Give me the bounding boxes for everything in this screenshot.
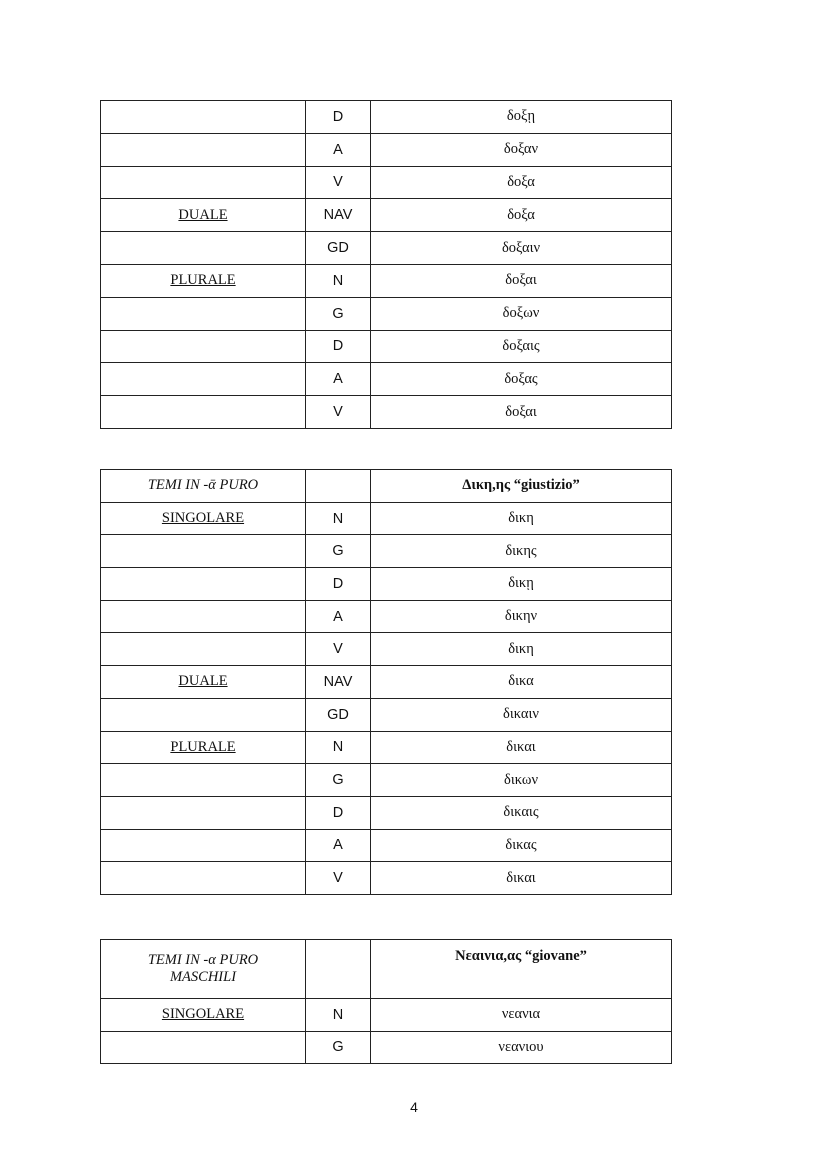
number-label bbox=[101, 330, 306, 363]
page-number: 4 bbox=[410, 1099, 418, 1115]
number-label bbox=[101, 133, 306, 166]
number-label bbox=[101, 297, 306, 330]
table-row bbox=[101, 796, 672, 829]
greek-form: δικα bbox=[371, 666, 672, 699]
greek-form: δικῃ bbox=[371, 568, 672, 601]
case-label: NAV bbox=[306, 666, 371, 699]
table-header-row bbox=[101, 470, 672, 503]
case-label: A bbox=[306, 600, 371, 633]
number-label: PLURALE bbox=[101, 731, 306, 764]
case-label: G bbox=[306, 297, 371, 330]
table-row bbox=[101, 731, 672, 764]
greek-form: δικαι bbox=[371, 862, 672, 895]
greek-form: δικην bbox=[371, 600, 672, 633]
case-label: D bbox=[306, 796, 371, 829]
table-row bbox=[101, 363, 672, 396]
case-label: G bbox=[306, 535, 371, 568]
table-row bbox=[101, 666, 672, 699]
number-label bbox=[101, 862, 306, 895]
number-label bbox=[101, 764, 306, 797]
case-label: V bbox=[306, 396, 371, 429]
greek-form: δοξαις bbox=[371, 330, 672, 363]
table-row bbox=[101, 297, 672, 330]
case-label: N bbox=[306, 502, 371, 535]
declension-table-neanias bbox=[100, 939, 672, 1064]
number-label bbox=[101, 535, 306, 568]
declension-table-doxa bbox=[100, 100, 672, 429]
theme-heading-line2: MASCHILI bbox=[169, 969, 237, 985]
case-heading bbox=[306, 940, 371, 999]
greek-form: δικης bbox=[371, 535, 672, 568]
case-label: D bbox=[306, 101, 371, 134]
noun-title: Νεαινια,ας “giovane” bbox=[371, 940, 672, 999]
number-label bbox=[101, 600, 306, 633]
case-label: GD bbox=[306, 232, 371, 265]
case-label: V bbox=[306, 166, 371, 199]
table-row bbox=[101, 698, 672, 731]
table-row bbox=[101, 166, 672, 199]
case-label: V bbox=[306, 633, 371, 666]
table-row bbox=[101, 133, 672, 166]
case-label: G bbox=[306, 764, 371, 797]
table-row bbox=[101, 199, 672, 232]
table-row bbox=[101, 568, 672, 601]
number-label: SINGOLARE bbox=[101, 999, 306, 1032]
case-label: A bbox=[306, 133, 371, 166]
greek-form: δικη bbox=[371, 502, 672, 535]
table-row bbox=[101, 999, 672, 1032]
table-header-row bbox=[101, 940, 672, 999]
number-label bbox=[101, 1031, 306, 1064]
theme-heading bbox=[101, 940, 306, 999]
table-row bbox=[101, 330, 672, 363]
number-label: PLURALE bbox=[101, 264, 306, 297]
number-label: DUALE bbox=[101, 199, 306, 232]
case-label: V bbox=[306, 862, 371, 895]
table-row bbox=[101, 502, 672, 535]
table-row bbox=[101, 829, 672, 862]
number-label bbox=[101, 396, 306, 429]
greek-form: δικαις bbox=[371, 796, 672, 829]
greek-form: δικαιν bbox=[371, 698, 672, 731]
greek-form: νεανιου bbox=[371, 1031, 672, 1064]
greek-form: δικαι bbox=[371, 731, 672, 764]
number-label bbox=[101, 363, 306, 396]
case-label: A bbox=[306, 363, 371, 396]
number-label bbox=[101, 698, 306, 731]
table-row bbox=[101, 396, 672, 429]
number-label bbox=[101, 829, 306, 862]
table-row bbox=[101, 633, 672, 666]
table-row bbox=[101, 862, 672, 895]
table-row bbox=[101, 600, 672, 633]
table-row bbox=[101, 232, 672, 265]
greek-form: δικων bbox=[371, 764, 672, 797]
case-label: N bbox=[306, 264, 371, 297]
greek-form: δοξῃ bbox=[371, 101, 672, 134]
table-row bbox=[101, 764, 672, 797]
theme-heading-line1: TEMI IN -α PURO bbox=[147, 952, 259, 968]
theme-heading: TEMI IN -ᾱ PURO bbox=[101, 470, 306, 503]
number-label: SINGOLARE bbox=[101, 502, 306, 535]
greek-form: δικας bbox=[371, 829, 672, 862]
table-row bbox=[101, 535, 672, 568]
greek-form: δικη bbox=[371, 633, 672, 666]
case-label: N bbox=[306, 731, 371, 764]
table-row bbox=[101, 264, 672, 297]
case-label: N bbox=[306, 999, 371, 1032]
greek-form: δοξαν bbox=[371, 133, 672, 166]
greek-form: δοξαι bbox=[371, 264, 672, 297]
case-label: D bbox=[306, 330, 371, 363]
number-label bbox=[101, 166, 306, 199]
number-label: DUALE bbox=[101, 666, 306, 699]
case-label: A bbox=[306, 829, 371, 862]
table-row bbox=[101, 1031, 672, 1064]
greek-form: δοξαιν bbox=[371, 232, 672, 265]
greek-form: δοξα bbox=[371, 166, 672, 199]
case-label: GD bbox=[306, 698, 371, 731]
case-label: D bbox=[306, 568, 371, 601]
case-label: G bbox=[306, 1031, 371, 1064]
case-label: NAV bbox=[306, 199, 371, 232]
greek-form: νεανια bbox=[371, 999, 672, 1032]
noun-title: Δικη,ης “giustizio” bbox=[371, 470, 672, 503]
greek-form: δοξα bbox=[371, 199, 672, 232]
declension-table-dike bbox=[100, 469, 672, 895]
table-row bbox=[101, 101, 672, 134]
number-label bbox=[101, 101, 306, 134]
number-label bbox=[101, 568, 306, 601]
number-label bbox=[101, 232, 306, 265]
greek-form: δοξαι bbox=[371, 396, 672, 429]
greek-form: δοξων bbox=[371, 297, 672, 330]
number-label bbox=[101, 796, 306, 829]
case-heading bbox=[306, 470, 371, 503]
greek-form: δοξας bbox=[371, 363, 672, 396]
number-label bbox=[101, 633, 306, 666]
